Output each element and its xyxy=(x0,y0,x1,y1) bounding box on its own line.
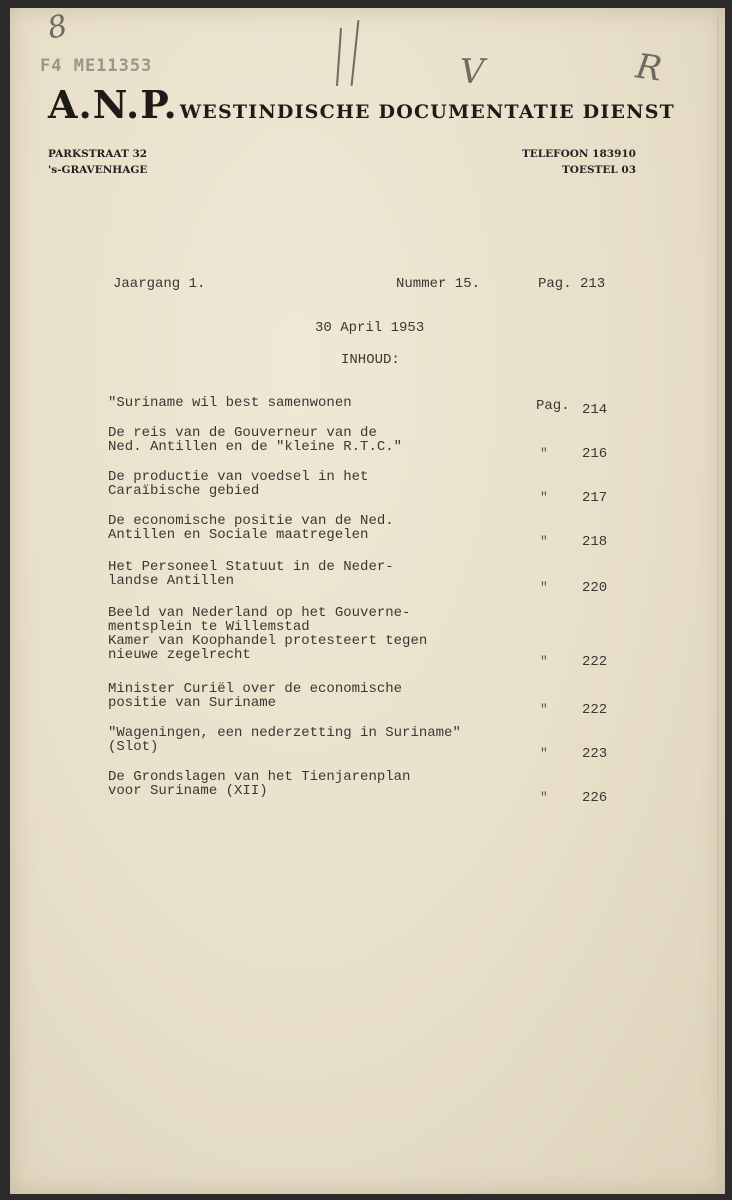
toc-entry-line: voor Suriname (XII) xyxy=(108,783,268,799)
toc-entry-title xyxy=(108,726,528,754)
toc-entry-line: "Suriname wil best samenwonen xyxy=(108,395,352,411)
toc-page-prefix: " xyxy=(540,580,548,595)
toc-entry-title xyxy=(108,514,528,542)
page-edge xyxy=(717,8,719,1194)
toc-page-prefix: Pag. xyxy=(536,398,570,414)
document-date: 30 April 1953 xyxy=(315,320,425,336)
toc-entry-line: positie van Suriname xyxy=(108,695,277,711)
toc-entry-line: Antillen en Sociale maatregelen xyxy=(108,527,369,543)
toc-entry-line: mentsplein te Willemstad xyxy=(108,619,310,635)
toc-entry-title xyxy=(108,770,528,798)
archive-stamp: F4 ME11353 xyxy=(40,56,153,76)
toc-entry-title xyxy=(108,560,528,588)
toc-entry-line: Beeld van Nederland op het Gouverne- xyxy=(108,605,411,621)
phone-extension: TOESTEL 03 xyxy=(561,164,636,176)
phone-number: TELEFOON 183910 xyxy=(521,148,636,160)
toc-page-number: 218 xyxy=(582,534,608,550)
toc-entry-line: De Grondslagen van het Tienjarenplan xyxy=(108,769,411,785)
toc-entry-line: (Slot) xyxy=(108,739,159,755)
toc-page-number: 222 xyxy=(582,702,608,718)
toc-entry-line: Ned. Antillen en de "kleine R.T.C." xyxy=(108,439,403,455)
toc-entry-title xyxy=(108,606,528,662)
toc-entry-line: Het Personeel Statuut in de Neder- xyxy=(108,559,394,575)
toc-page-number: 214 xyxy=(582,402,608,418)
toc-entry-line: Minister Curiël over de economische xyxy=(108,681,403,697)
toc-entry-line: De reis van de Gouverneur van de xyxy=(108,425,377,441)
toc-page-prefix: " xyxy=(540,446,548,461)
handwritten-check: V xyxy=(460,52,485,92)
jaargang-label: Jaargang 1. xyxy=(113,276,206,292)
toc-entry-line: Caraïbische gebied xyxy=(108,483,260,499)
toc-entry-line: nieuwe zegelrecht xyxy=(108,647,251,663)
toc-page-number: 223 xyxy=(582,746,608,762)
nummer-label: Nummer 15. xyxy=(396,276,481,292)
phone-block xyxy=(522,146,636,178)
anp-logo: A.N.P. xyxy=(48,82,178,127)
address-block xyxy=(48,146,147,178)
contents-heading: INHOUD: xyxy=(341,352,400,368)
toc-page-number: 217 xyxy=(582,490,608,506)
organization-name: WESTINDISCHE DOCUMENTATIE DIENST xyxy=(179,101,675,123)
toc-entry-title xyxy=(108,682,528,710)
toc-page-prefix: " xyxy=(540,490,548,505)
toc-page-prefix: " xyxy=(540,534,548,549)
handwritten-number: 8 xyxy=(44,8,71,47)
toc-page-prefix: " xyxy=(540,790,548,805)
toc-page-prefix: " xyxy=(540,746,548,761)
toc-entry-title xyxy=(108,426,528,454)
toc-page-prefix: " xyxy=(540,702,548,717)
street-address: PARKSTRAAT 32 xyxy=(48,148,148,160)
page-number-label: Pag. 213 xyxy=(538,276,606,292)
toc-entry-line: "Wageningen, een nederzetting in Suriname" xyxy=(108,725,461,741)
toc-page-number: 222 xyxy=(582,654,608,670)
toc-page-number: 226 xyxy=(582,790,608,806)
city-address: 's-GRAVENHAGE xyxy=(48,164,148,176)
toc-entry-line: De economische positie van de Ned. xyxy=(108,513,394,529)
handwritten-letter: R xyxy=(633,46,665,90)
toc-page-number: 216 xyxy=(582,446,608,462)
toc-entry-line: De productie van voedsel in het xyxy=(108,469,369,485)
toc-entry-line: Kamer van Koophandel protesteert tegen xyxy=(108,633,428,649)
letterhead-logo xyxy=(48,82,675,127)
toc-page-prefix: " xyxy=(540,654,548,669)
document-page xyxy=(10,8,725,1194)
toc-entry-title xyxy=(108,396,528,410)
toc-entry-title xyxy=(108,470,528,498)
toc-entry-line: landse Antillen xyxy=(108,573,235,589)
toc-page-number: 220 xyxy=(582,580,608,596)
